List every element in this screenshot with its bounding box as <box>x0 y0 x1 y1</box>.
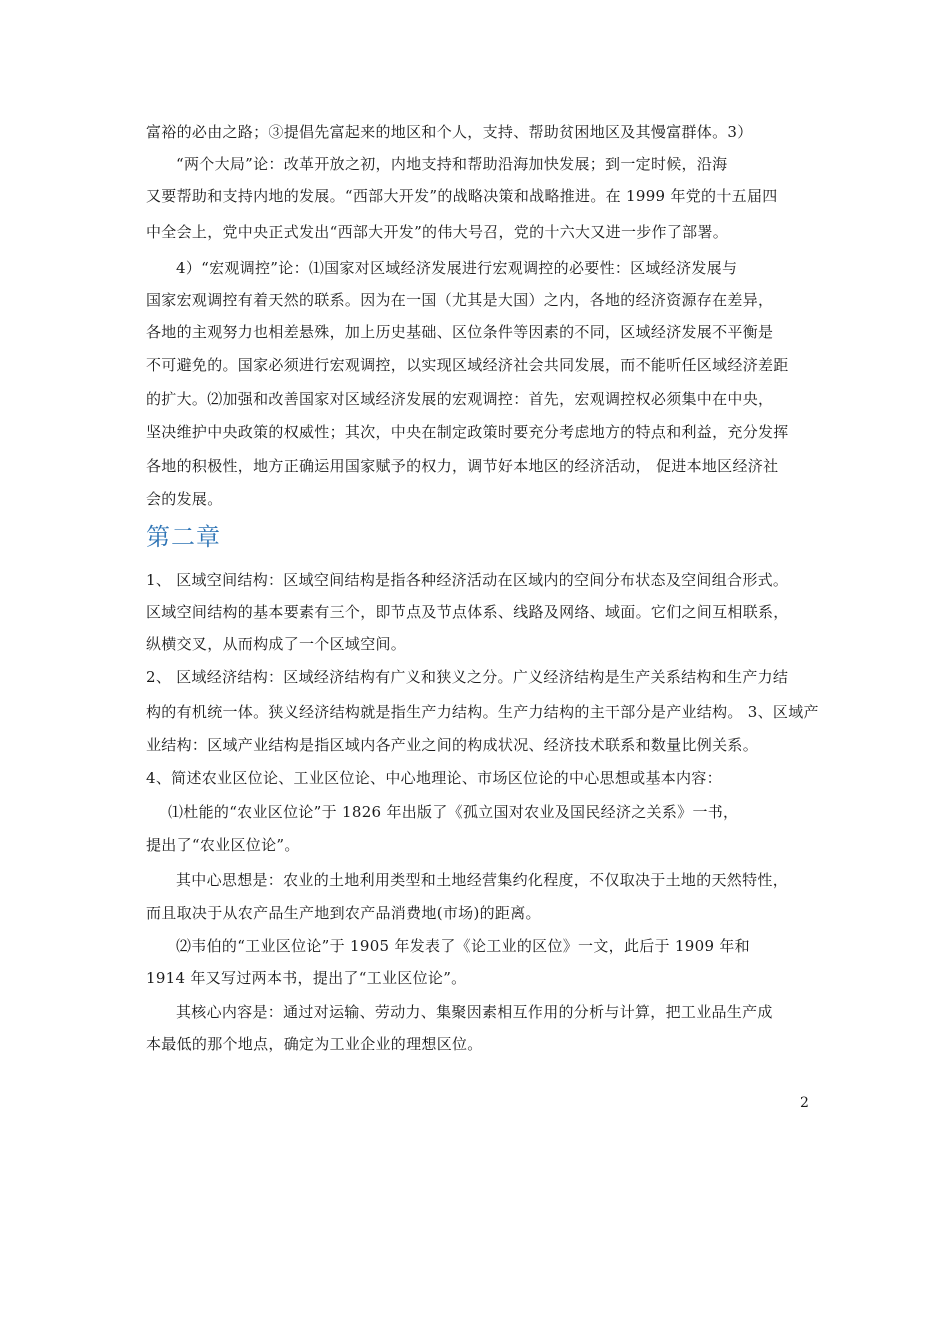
chapter-heading: 第二章 <box>146 523 221 551</box>
paragraph-line: ⑵韦伯的“工业区位论”于 1905 年发表了《论工业的区位》一文，此后于 1909 年和 <box>176 937 750 955</box>
paragraph-line: 其中心思想是：农业的土地利用类型和土地经营集约化程度，不仅取决于土地的天然特性， <box>176 871 789 889</box>
paragraph-line: 又要帮助和支持内地的发展。“西部大开发”的战略决策和战略推进。在 1999 年党的十五届四 <box>146 187 778 205</box>
paragraph-line: 提出了“农业区位论”。 <box>146 836 300 854</box>
paragraph-line: 其核心内容是：通过对运输、劳动力、集聚因素相互作用的分析与计算，把工业品生产成 <box>176 1003 773 1021</box>
paragraph-line: 的扩大。⑵加强和改善国家对区域经济发展的宏观调控：首先，宏观调控权必须集中在中央， <box>146 390 774 408</box>
paragraph-line: 构的有机统一体。狭义经济结构就是指生产力结构。生产力结构的主干部分是产业结构。 3、区域产 <box>146 703 819 721</box>
paragraph-line: “两个大局”论：改革开放之初，内地支持和帮助沿海加快发展；到一定时候，沿海 <box>176 155 728 173</box>
paragraph-line: 国家宏观调控有着天然的联系。因为在一国（尤其是大国）之内，各地的经济资源存在差异， <box>146 291 774 309</box>
paragraph-line: 坚决维护中央政策的权威性；其次，中央在制定政策时要充分考虑地方的特点和利益，充分发挥 <box>146 423 789 441</box>
paragraph-line: 本最低的那个地点，确定为工业企业的理想区位。 <box>146 1035 483 1053</box>
paragraph-line: 不可避免的。国家必须进行宏观调控，以实现区域经济社会共同发展，而不能听任区域经济差距 <box>146 356 789 374</box>
paragraph-line: 纵横交叉，从而构成了一个区域空间。 <box>146 635 407 653</box>
paragraph-line: 各地的积极性，地方正确运用国家赋予的权力，调节好本地区的经济活动， 促进本地区经济社 <box>146 457 779 475</box>
paragraph-line: 4）“宏观调控”论：⑴国家对区域经济发展进行宏观调控的必要性：区域经济发展与 <box>176 259 738 277</box>
paragraph-line: ⑴杜能的“农业区位论”于 1826 年出版了《孤立国对农业及国民经济之关系》一书， <box>168 803 739 821</box>
paragraph-line: 中全会上，党中央正式发出“西部大开发”的伟大号召，党的十六大又进一步作了部署。 <box>146 223 729 241</box>
paragraph-line: 会的发展。 <box>146 490 223 508</box>
paragraph-line: 而且取决于从农产品生产地到农产品消费地(市场)的距离。 <box>146 904 541 922</box>
paragraph-line: 业结构：区域产业结构是指区域内各产业之间的构成状况、经济技术联系和数量比例关系。 <box>146 736 759 754</box>
paragraph-line: 各地的主观努力也相差悬殊，加上历史基础、区位条件等因素的不同，区域经济发展不平衡是 <box>146 323 774 341</box>
paragraph-line: 富裕的必由之路；③提倡先富起来的地区和个人，支持、帮助贫困地区及其慢富群体。3） <box>146 123 753 141</box>
list-item: 2、 区域经济结构：区域经济结构有广义和狭义之分。广义经济结构是生产关系结构和生产力结 <box>146 668 789 686</box>
paragraph-line: 区域空间结构的基本要素有三个，即节点及节点体系、线路及网络、域面。它们之间互相联系， <box>146 603 789 621</box>
list-item: 4、简述农业区位论、工业区位论、中心地理论、市场区位论的中心思想或基本内容： <box>146 769 722 787</box>
list-item: 1、 区域空间结构：区域空间结构是指各种经济活动在区域内的空间分布状态及空间组合形式。 <box>146 571 789 589</box>
page-number: 2 <box>800 1095 809 1111</box>
paragraph-line: 1914 年又写过两本书，提出了“工业区位论”。 <box>146 969 467 987</box>
